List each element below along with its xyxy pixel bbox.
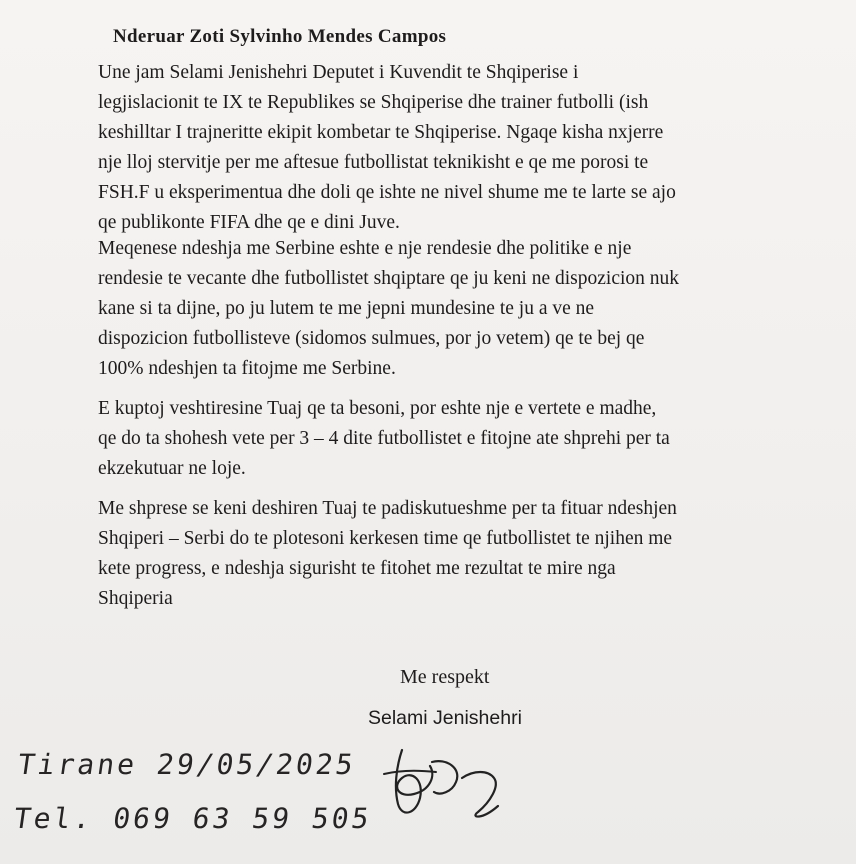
salutation: Nderuar Zoti Sylvinho Mendes Campos bbox=[113, 26, 447, 47]
paragraph-conclusion bbox=[98, 494, 798, 614]
text-line: rendesie te vecante dhe futbollistet shqiptare qe ju keni ne dispozicion nuk bbox=[98, 268, 680, 289]
paragraph-request bbox=[98, 234, 798, 384]
paragraph-introduction bbox=[98, 58, 798, 238]
text-line: kane si ta dijne, po ju lutem te me jepni mundesine te ju a ve ne bbox=[98, 298, 595, 319]
text-line: qe publikonte FIFA dhe qe e dini Juve. bbox=[98, 212, 400, 233]
text-line: nje lloj stervitje per me aftesue futbollistat teknikisht e qe me porosi te bbox=[98, 152, 649, 173]
handwritten-signature bbox=[378, 740, 518, 825]
text-line: Me shprese se keni deshiren Tuaj te padiskutueshme per ta fituar ndeshjen bbox=[98, 498, 677, 519]
paragraph-assurance bbox=[98, 394, 798, 484]
text-line: E kuptoj veshtiresine Tuaj qe ta besoni, por eshte nje e vertete e madhe, bbox=[98, 398, 657, 419]
text-line: 100% ndeshjen ta fitojme me Serbine. bbox=[98, 358, 396, 379]
handwritten-phone: Tel. 069 63 59 505 bbox=[11, 802, 374, 835]
text-line: dispozicion futbollisteve (sidomos sulmues, por jo vetem) qe te bej qe bbox=[98, 328, 645, 349]
text-line: legjislacionit te IX te Republikes se Shqiperise dhe trainer futbolli (ish bbox=[98, 92, 649, 113]
text-line: Une jam Selami Jenishehri Deputet i Kuvendit te Shqiperise i bbox=[98, 62, 579, 83]
text-line: Meqenese ndeshja me Serbine eshte e nje rendesie dhe politike e nje bbox=[98, 238, 632, 259]
text-line: Shqiperi – Serbi do te plotesoni kerkesen time qe futbollistet te njihen me bbox=[98, 528, 673, 549]
text-line: qe do ta shohesh vete per 3 – 4 dite futbollistet e fitojne ate shprehi per ta bbox=[98, 428, 670, 449]
signer-name: Selami Jenishehri bbox=[368, 707, 522, 729]
handwritten-place-date: Tirane 29/05/2025 bbox=[15, 748, 358, 781]
text-line: keshilltar I trajneritte ekipit kombetar te Shqiperise. Ngaqe kisha nxjerre bbox=[98, 122, 664, 143]
closing-remark: Me respekt bbox=[400, 666, 490, 688]
text-line: FSH.F u eksperimentua dhe doli qe ishte ne nivel shume me te larte se ajo bbox=[98, 182, 676, 203]
text-line: kete progress, e ndeshja sigurisht te fitohet me rezultat te mire nga bbox=[98, 558, 616, 579]
text-line: Shqiperia bbox=[98, 588, 173, 609]
text-line: ekzekutuar ne loje. bbox=[98, 458, 246, 479]
